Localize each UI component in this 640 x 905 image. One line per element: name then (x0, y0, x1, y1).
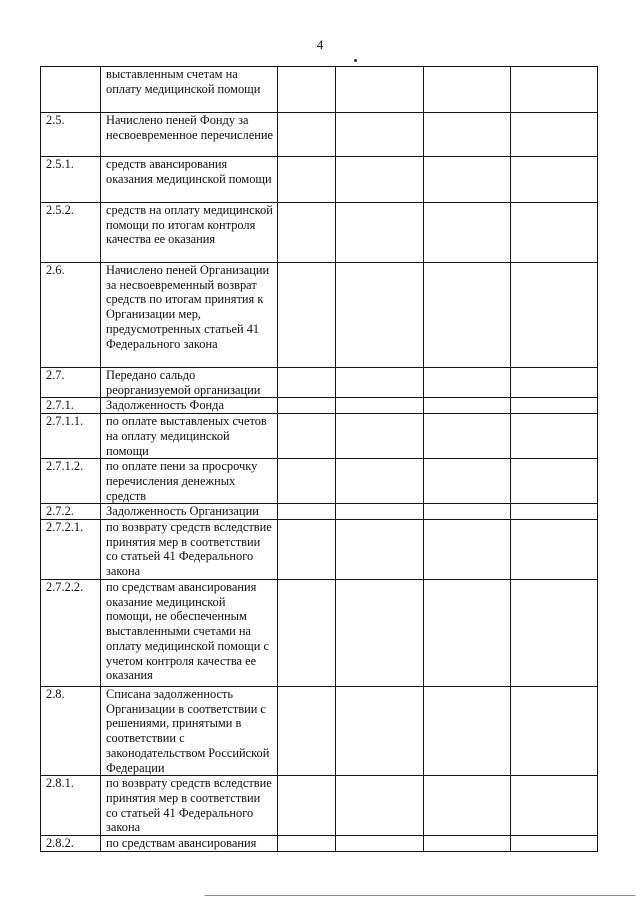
value-cell (278, 580, 336, 687)
value-cell (511, 776, 598, 836)
value-cell (424, 687, 511, 776)
value-cell (424, 414, 511, 459)
value-cell (336, 520, 424, 580)
value-cell (511, 687, 598, 776)
row-number: 2.6. (41, 263, 101, 368)
row-number: 2.7.1.2. (41, 459, 101, 504)
value-cell (278, 459, 336, 504)
value-cell (336, 368, 424, 398)
value-cell (278, 368, 336, 398)
value-cell (511, 203, 598, 263)
row-number: 2.7. (41, 368, 101, 398)
value-cell (424, 580, 511, 687)
value-cell (511, 67, 598, 113)
table-row (41, 836, 598, 852)
row-description: Списана задолженность Организации в соответствии с решениями, принятыми в соответствии с законодательством Российской Федерации (101, 687, 278, 776)
value-cell (278, 687, 336, 776)
row-number: 2.5.1. (41, 157, 101, 203)
row-description: выставленным счетам на оплату медицинской помощи (101, 67, 278, 113)
value-cell (424, 459, 511, 504)
table-row (41, 113, 598, 157)
value-cell (511, 263, 598, 368)
table-row (41, 398, 598, 414)
value-cell (511, 504, 598, 520)
table-row (41, 776, 598, 836)
row-number (41, 67, 101, 113)
row-description: по средствам авансирования (101, 836, 278, 852)
value-cell (278, 113, 336, 157)
value-cell (278, 398, 336, 414)
value-cell (278, 520, 336, 580)
row-description: по оплате пени за просрочку перечисления денежных средств (101, 459, 278, 504)
value-cell (336, 398, 424, 414)
value-cell (511, 157, 598, 203)
row-number: 2.7.2.1. (41, 520, 101, 580)
row-description: средств на оплату медицинской помощи по итогам контроля качества ее оказания (101, 203, 278, 263)
scan-edge-line (205, 895, 635, 896)
value-cell (424, 67, 511, 113)
row-description: Передано сальдо реорганизуемой организации (101, 368, 278, 398)
value-cell (511, 580, 598, 687)
value-cell (278, 776, 336, 836)
row-description: Задолженность Организации (101, 504, 278, 520)
row-number: 2.7.1.1. (41, 414, 101, 459)
table-row (41, 414, 598, 459)
value-cell (424, 398, 511, 414)
row-description: по средствам авансирования оказание медицинской помощи, не обеспеченным выставленными счетами на оплату медицинской помощи с учетом контроля качества ее оказания (101, 580, 278, 687)
row-number: 2.8.2. (41, 836, 101, 852)
report-table (40, 66, 598, 852)
value-cell (424, 368, 511, 398)
table-row (41, 368, 598, 398)
row-number: 2.7.2.2. (41, 580, 101, 687)
value-cell (278, 414, 336, 459)
value-cell (278, 504, 336, 520)
value-cell (336, 203, 424, 263)
row-number: 2.5. (41, 113, 101, 157)
table-row (41, 67, 598, 113)
value-cell (424, 263, 511, 368)
value-cell (511, 113, 598, 157)
value-cell (336, 836, 424, 852)
row-description: средств авансирования оказания медицинской помощи (101, 157, 278, 203)
table-body (41, 67, 598, 852)
value-cell (336, 157, 424, 203)
table-row (41, 157, 598, 203)
value-cell (278, 67, 336, 113)
table-row (41, 580, 598, 687)
value-cell (278, 157, 336, 203)
row-description: Задолженность Фонда (101, 398, 278, 414)
value-cell (336, 414, 424, 459)
value-cell (424, 504, 511, 520)
value-cell (511, 368, 598, 398)
row-description: по возврату средств вследствие принятия мер в соответствии со статьей 41 Федерального закона (101, 776, 278, 836)
table-row (41, 520, 598, 580)
value-cell (424, 157, 511, 203)
value-cell (424, 776, 511, 836)
page-number: 4 (316, 37, 324, 52)
value-cell (336, 113, 424, 157)
scan-speck (354, 59, 357, 62)
value-cell (511, 414, 598, 459)
table-row (41, 459, 598, 504)
row-number: 2.7.1. (41, 398, 101, 414)
value-cell (278, 263, 336, 368)
value-cell (336, 67, 424, 113)
value-cell (511, 520, 598, 580)
value-cell (278, 203, 336, 263)
value-cell (336, 580, 424, 687)
row-description: Начислено пеней Фонду за несвоевременное перечисление (101, 113, 278, 157)
row-number: 2.8. (41, 687, 101, 776)
value-cell (511, 459, 598, 504)
value-cell (511, 398, 598, 414)
value-cell (278, 836, 336, 852)
row-number: 2.8.1. (41, 776, 101, 836)
value-cell (336, 263, 424, 368)
value-cell (336, 687, 424, 776)
row-description: Начислено пеней Организации за несвоевременный возврат средств по итогам принятия к Организации мер, предусмотренных статьей 41 Федерального закона (101, 263, 278, 368)
table-row (41, 687, 598, 776)
value-cell (511, 836, 598, 852)
table-row (41, 203, 598, 263)
row-description: по возврату средств вследствие принятия мер в соответствии со статьей 41 Федерального закона (101, 520, 278, 580)
row-number: 2.5.2. (41, 203, 101, 263)
value-cell (336, 776, 424, 836)
value-cell (336, 504, 424, 520)
value-cell (336, 459, 424, 504)
value-cell (424, 520, 511, 580)
value-cell (424, 203, 511, 263)
value-cell (424, 113, 511, 157)
row-number: 2.7.2. (41, 504, 101, 520)
table-row (41, 504, 598, 520)
value-cell (424, 836, 511, 852)
table-row (41, 263, 598, 368)
row-description: по оплате выставленых счетов на оплату медицинской помощи (101, 414, 278, 459)
